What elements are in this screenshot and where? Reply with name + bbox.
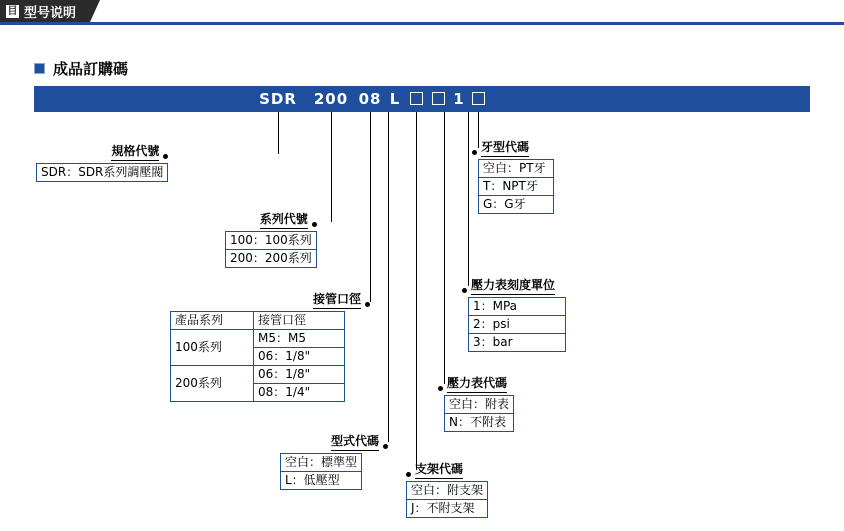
table-header-cell: 產品系列 bbox=[171, 312, 254, 330]
callout-thread-title: 牙型代碼 bbox=[481, 138, 529, 157]
table-cell: 1：MPa bbox=[469, 298, 566, 316]
code-segment-port: 08 bbox=[358, 90, 382, 108]
table-row bbox=[281, 454, 362, 472]
table-cell: 空白：PT牙 bbox=[479, 160, 554, 178]
leader-dot-icon bbox=[438, 386, 443, 391]
callout-thread-table bbox=[478, 159, 554, 214]
callout-port-title: 接管口徑 bbox=[313, 290, 361, 309]
table-row bbox=[226, 250, 317, 268]
table-cell: 200系列 bbox=[171, 366, 254, 402]
leader-line-type bbox=[388, 112, 389, 442]
table-cell: G：G牙 bbox=[479, 196, 554, 214]
document-icon: 目 bbox=[7, 5, 18, 17]
table-cell: 08：1/4" bbox=[254, 384, 345, 402]
leader-dot-icon bbox=[383, 444, 388, 449]
header-tab bbox=[0, 0, 90, 22]
callout-gauge-title-row bbox=[438, 374, 514, 393]
leader-dot-icon bbox=[365, 302, 370, 307]
table-row bbox=[171, 366, 345, 384]
callout-spec-title: 規格代號 bbox=[111, 142, 159, 161]
order-code-bar bbox=[34, 86, 810, 112]
table-row bbox=[445, 396, 514, 414]
callout-unit-title: 壓力表刻度單位 bbox=[471, 276, 555, 295]
leader-dot-icon bbox=[163, 154, 168, 159]
table-cell: N：不附表 bbox=[445, 414, 514, 432]
code-box-bracket bbox=[410, 92, 423, 105]
callout-gauge-title: 壓力表代碼 bbox=[447, 374, 507, 393]
header-tab-slant bbox=[90, 0, 100, 22]
page-header bbox=[0, 0, 844, 26]
code-box-thread bbox=[472, 92, 485, 105]
table-row bbox=[281, 472, 362, 490]
table-row bbox=[469, 298, 566, 316]
table-cell: 2：psi bbox=[469, 316, 566, 334]
leader-line-gauge bbox=[444, 112, 445, 384]
section-title-label: 成品訂購碼 bbox=[53, 60, 129, 78]
table-row bbox=[469, 316, 566, 334]
table-row bbox=[469, 334, 566, 352]
callout-series-title: 系列代號 bbox=[260, 210, 308, 229]
callout-spec-table bbox=[36, 163, 168, 182]
table-cell: 100系列 bbox=[171, 330, 254, 366]
table-row bbox=[479, 178, 554, 196]
callout-thread bbox=[472, 138, 554, 214]
code-segment-sdr: SDR bbox=[259, 90, 297, 108]
table-row bbox=[171, 330, 345, 348]
callout-series-table bbox=[225, 231, 317, 268]
table-cell: M5：M5 bbox=[254, 330, 345, 348]
table-row bbox=[407, 500, 488, 518]
callout-type-table bbox=[280, 453, 362, 490]
callout-series bbox=[180, 210, 317, 268]
callout-thread-title-row bbox=[472, 138, 554, 157]
table-header-cell: 接管口徑 bbox=[254, 312, 345, 330]
callout-bracket-table bbox=[406, 481, 488, 518]
table-row bbox=[445, 414, 514, 432]
callout-port-table bbox=[170, 311, 345, 402]
callout-gauge bbox=[438, 374, 514, 432]
table-row bbox=[479, 160, 554, 178]
callout-gauge-table bbox=[444, 395, 514, 432]
table-cell: 06：1/8" bbox=[254, 366, 345, 384]
callout-bracket bbox=[406, 460, 488, 518]
table-cell: 空白：附支架 bbox=[407, 482, 488, 500]
table-cell: J：不附支架 bbox=[407, 500, 488, 518]
callout-bracket-title: 支架代碼 bbox=[415, 460, 463, 479]
table-cell: T：NPT牙 bbox=[479, 178, 554, 196]
table-cell: 100：100系列 bbox=[226, 232, 317, 250]
table-cell: 200：200系列 bbox=[226, 250, 317, 268]
callout-unit-title-row bbox=[462, 276, 566, 295]
header-tab-label: 型号说明 bbox=[24, 5, 77, 21]
leader-line-unit bbox=[468, 112, 469, 286]
code-segment-unit: 1 bbox=[453, 90, 465, 108]
table-cell: 空白：附表 bbox=[445, 396, 514, 414]
leader-line-series bbox=[331, 112, 332, 222]
callout-bracket-title-row bbox=[406, 460, 488, 479]
leader-dot-icon bbox=[472, 150, 477, 155]
leader-dot-icon bbox=[462, 288, 467, 293]
header-rule bbox=[0, 22, 844, 25]
leader-dot-icon bbox=[312, 222, 317, 227]
callout-type-title: 型式代碼 bbox=[331, 432, 379, 451]
table-row bbox=[171, 312, 345, 330]
table-cell: 06：1/8" bbox=[254, 348, 345, 366]
code-segment-series: 200 bbox=[313, 90, 349, 108]
section-title bbox=[34, 58, 128, 79]
leader-line-spec bbox=[278, 112, 279, 154]
table-row bbox=[226, 232, 317, 250]
leader-line-port bbox=[370, 112, 371, 302]
code-box-gauge bbox=[432, 92, 445, 105]
leader-line-bracket bbox=[416, 112, 417, 470]
table-cell: L：低壓型 bbox=[281, 472, 362, 490]
callout-port bbox=[170, 290, 370, 402]
callout-unit bbox=[462, 276, 566, 352]
callout-type bbox=[250, 432, 388, 490]
table-cell: 3：bar bbox=[469, 334, 566, 352]
callout-unit-table bbox=[468, 297, 566, 352]
table-cell: SDR：SDR系列調壓閥 bbox=[37, 164, 168, 182]
table-row bbox=[407, 482, 488, 500]
table-cell: 空白：標準型 bbox=[281, 454, 362, 472]
table-row bbox=[479, 196, 554, 214]
square-bullet-icon bbox=[34, 63, 45, 74]
callout-spec bbox=[36, 142, 168, 182]
leader-dot-icon bbox=[406, 472, 411, 477]
table-row bbox=[37, 164, 168, 182]
code-segment-type: L bbox=[389, 90, 401, 108]
